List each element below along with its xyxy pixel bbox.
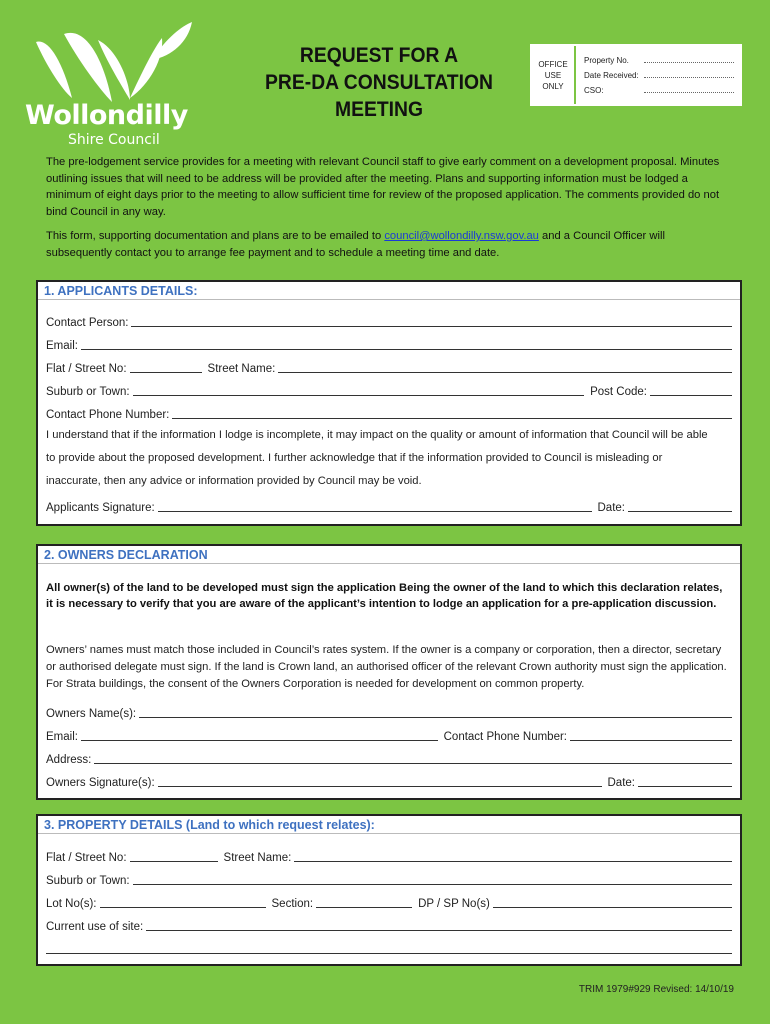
applicants-details-section <box>36 280 742 526</box>
contact-phone-label: Contact Phone Number: <box>46 409 170 421</box>
trim-reference: TRIM 1979#929 Revised: 14/10/19 <box>578 984 734 995</box>
property-street-name-field[interactable] <box>294 861 732 862</box>
office-label-line-1: OFFICE <box>538 59 568 69</box>
section-2-heading: 2. OWNERS DECLARATION <box>38 546 740 564</box>
intro-paragraph-1: The pre-lodgement service provides for a meeting with relevant Council staff to give early comment on a development proposal. Minutes outlining issues that will need to be address will be provided after the meeting. Plans and supporting information must be lodged a minimum of eight days prior to the meeting to allow sufficient time for review of the proposed application. The comments provided do not bind Council in any way. <box>46 156 720 218</box>
property-suburb-town-field[interactable] <box>133 884 732 885</box>
street-name-label: Street Name: <box>207 363 276 375</box>
intro-p2-start: This form, supporting documentation and plans are to be emailed to <box>46 230 385 242</box>
section-no-field[interactable] <box>316 907 412 908</box>
dp-sp-field[interactable] <box>493 907 732 908</box>
office-property-no-field[interactable] <box>644 62 734 63</box>
owners-email-label: Email: <box>46 731 78 743</box>
applicant-phone-row <box>46 405 732 421</box>
office-label-line-2: USE <box>544 70 562 80</box>
owners-declaration-section <box>36 544 742 800</box>
flat-street-no-label: Flat / Street No: <box>46 363 127 375</box>
owners-instructions: Owners’ names must match those included in Council’s rates system. If the owner is a company or corporation, then a director, secretary or authorised delegate must sign. If the land is Crown land, an authorised officer of the relevant Crown authority must sign the application. For Strata buildings, the consent of the Owners Corporation is needed for development on common property. <box>46 644 727 690</box>
owners-phone-label: Contact Phone Number: <box>443 731 567 743</box>
dp-sp-label: DP / SP No(s) <box>418 898 490 910</box>
declaration-line-2: to provide about the proposed development. I further acknowledge that if the information provided to Council is misleading or <box>46 452 663 464</box>
post-code-field[interactable] <box>650 395 732 396</box>
applicant-email-label: Email: <box>46 340 78 352</box>
intro-paragraph-2 <box>46 228 726 261</box>
contact-person-field[interactable] <box>131 326 732 327</box>
contact-phone-field[interactable] <box>172 418 732 419</box>
owners-bold-statement: All owner(s) of the land to be developed must sign the application Being the owner of the land to which this declaration relates, it is necessary to verify that you are aware of the applicant’s intention to lodge an application for a pre-application discussion. <box>46 582 723 610</box>
section-3-heading: 3. PROPERTY DETAILS (Land to which request relates): <box>38 816 740 834</box>
owners-date-field[interactable] <box>638 786 732 787</box>
suburb-town-field[interactable] <box>133 395 585 396</box>
owners-signature-label: Owners Signature(s): <box>46 777 155 789</box>
property-street-name-label: Street Name: <box>223 852 292 864</box>
section-no-label: Section: <box>271 898 314 910</box>
office-use-box <box>530 44 742 106</box>
street-name-field[interactable] <box>278 372 732 373</box>
owners-signature-row <box>46 773 732 789</box>
applicant-email-row <box>46 336 732 352</box>
property-details-section <box>36 814 742 966</box>
office-property-no-row <box>584 50 734 65</box>
office-cso-field[interactable] <box>644 92 734 93</box>
logo-wordmark: Wollondilly <box>25 100 188 131</box>
office-cso-label: CSO: <box>584 86 604 95</box>
post-code-label: Post Code: <box>590 386 647 398</box>
applicant-date-field[interactable] <box>628 511 732 512</box>
form-title <box>251 42 507 123</box>
owners-email-row <box>46 727 732 743</box>
title-line-2: PRE-DA CONSULTATION <box>265 71 493 94</box>
office-cso-row <box>584 80 734 95</box>
applicant-signature-label: Applicants Signature: <box>46 502 155 514</box>
office-date-received-row <box>584 65 734 80</box>
lot-nos-field[interactable] <box>100 907 266 908</box>
office-use-label <box>532 46 576 104</box>
contact-person-row <box>46 313 732 329</box>
contact-person-label: Contact Person: <box>46 317 129 329</box>
property-lot-row <box>46 894 732 910</box>
owners-address-label: Address: <box>46 754 92 766</box>
title-line-3: MEETING <box>334 98 424 121</box>
property-street-row <box>46 848 732 864</box>
office-date-received-field[interactable] <box>644 77 734 78</box>
suburb-town-label: Suburb or Town: <box>46 386 130 398</box>
applicant-date-label: Date: <box>597 502 625 514</box>
applicant-signature-row <box>46 498 732 514</box>
current-use-field-2[interactable] <box>46 953 732 954</box>
owners-phone-field[interactable] <box>570 740 732 741</box>
owners-address-row <box>46 750 732 766</box>
council-logo <box>22 20 202 148</box>
applicant-street-row <box>46 359 732 375</box>
office-label-line-3: ONLY <box>542 81 564 91</box>
property-suburb-town-label: Suburb or Town: <box>46 875 130 887</box>
property-suburb-row <box>46 871 732 887</box>
title-line-1: REQUEST FOR A <box>299 44 459 67</box>
lot-nos-label: Lot No(s): <box>46 898 97 910</box>
current-use-row-2 <box>46 940 732 956</box>
owners-address-field[interactable] <box>94 763 732 764</box>
intro-p2-end: and a Council Officer will subsequently contact you to arrange fee payment and to schedule a meeting time and date. <box>46 230 665 259</box>
current-use-row <box>46 917 732 933</box>
council-email-link[interactable]: council@wollondilly.nsw.gov.au <box>384 230 539 242</box>
owners-names-field[interactable] <box>139 717 732 718</box>
owners-names-label: Owners Name(s): <box>46 708 137 720</box>
office-date-received-label: Date Received: <box>584 71 639 80</box>
declaration-line-3: inaccurate, then any advice or information provided by Council may be void. <box>46 475 422 487</box>
applicant-signature-field[interactable] <box>158 511 592 512</box>
declaration-line-1: I understand that if the information I lodge is incomplete, it may impact on the quality or amount of information that Council will be able <box>46 429 708 441</box>
leaf-logo-icon <box>34 20 194 105</box>
owners-email-field[interactable] <box>81 740 438 741</box>
section-1-heading: 1. APPLICANTS DETAILS: <box>38 282 740 300</box>
office-property-no-label: Property No. <box>584 56 629 65</box>
owners-names-row <box>46 704 732 720</box>
owners-signature-field[interactable] <box>158 786 602 787</box>
applicant-suburb-row <box>46 382 732 398</box>
property-flat-street-no-field[interactable] <box>130 861 218 862</box>
owners-date-label: Date: <box>607 777 635 789</box>
applicant-email-field[interactable] <box>81 349 732 350</box>
current-use-field[interactable] <box>146 930 732 931</box>
logo-subtitle: Shire Council <box>68 132 160 148</box>
property-flat-street-no-label: Flat / Street No: <box>46 852 127 864</box>
flat-street-no-field[interactable] <box>130 372 202 373</box>
current-use-label: Current use of site: <box>46 921 144 933</box>
intro-text <box>46 154 726 261</box>
